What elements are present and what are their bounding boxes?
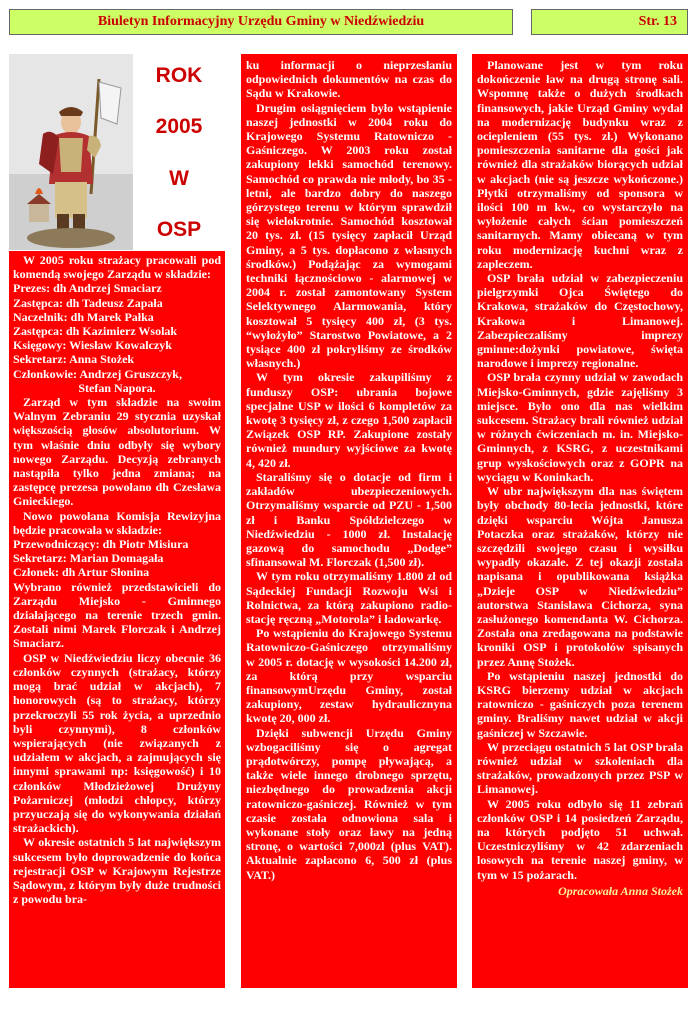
- paragraph: W 2005 roku odbyło się 11 zebrań członków OSP i 14 posiedzeń Zarządu, na których podjęto 51 uchwał. Uczestniczyliśmy w 42 zdarzeniach losowych na terenie naszej gminy, w tym w 15 pożarach.: [477, 796, 683, 882]
- paragraph: Wybrano również przedstawicieli do Zarządu Miejsko - Gminnego działającego na terenie trzech gmin. Zostali nimi Marek Florczak i Andrzej Smaciarz.: [13, 579, 221, 651]
- paragraph: Zastępca: dh Tadeusz Zapała: [13, 295, 163, 310]
- paragraph: Po wstąpieniu naszej jednostki do KSRG bierzemy udział w akcjach ratowniczo - gaśniczych poza terenem gminy. Braliśmy nawet udział w akcji gaśniczej w Szczawie.: [477, 668, 683, 740]
- paragraph: Sekretarz: Marian Domagała: [13, 551, 164, 566]
- bulletin-title: Biuletyn Informacyjny Urzędu Gminy w Niedźwiedziu: [9, 9, 513, 35]
- paragraph: Po wstąpieniu do Krajowego Systemu Ratowniczo-Gaśniczego otrzymaliśmy w 2005 r. dotację w wysokości 14.200 zł, za którą przy wsparciu finansowymUrzędu Gminy, został zakupiony, zestaw hydraulicznyna kwotę 20, 000 zł.: [246, 626, 452, 726]
- paragraph: Nowo powołana Komisja Rewizyjna będzie pracowała w składzie:: [13, 508, 221, 537]
- headline-line-4: OSP: [156, 218, 202, 241]
- paragraph: Księgowy: Wiesław Kowalczyk: [13, 338, 172, 353]
- paragraph: W tym roku otrzymaliśmy 1.800 zł od Sądeckiej Fundacji Rozwoju Wsi i Rolnictwa, za którą zakupiono radio-stację ręczną „Motorola” i ładowarkę.: [246, 569, 452, 626]
- saint-florian-statue-photo: [9, 54, 133, 250]
- paragraph: Planowane jest w tym roku dokończenie ław na drugą stronę sali. Wspomnę także o dużych środkach finansowych, jakie Urząd Gminy wydał na modernizację budynku wraz z ociepleniem (55 tys. zł.) Wykonano pomieszczenia sanitarne dla gości jak również dla strażaków biorących udział w akcjach (nie są jeszcze wykończone.) Płytki otrzymaliśmy od sponsora w ilości 100 m kw., co wystarczyło na wyłożenie całych ścian pomieszczeń sanitarnych. Mamy obiecaną w tym roku modernizację kuchni wraz z zapleczem.: [477, 58, 683, 271]
- paragraph: ku informacji o nieprzesłaniu odpowiednich dokumentów na czas do Sądu w Krakowie.: [246, 58, 452, 101]
- paragraph: W okresie ostatnich 5 lat największym sukcesem było doprowadzenie do końca rejestracji OSP w Krajowym Rejestrze Sądowym, z którym były duże trudności z powodu bra-: [13, 835, 221, 907]
- paragraph: W ubr największym dla nas świętem były obchody 80-lecia jednostki, które dzięki wsparciu Wójta Janusza Potaczka oraz strażaków, którzy nie szczędzili swojego czasu i wysiłku wypadły okazale. Z tej okazji została napisana i opublikowana książka „Dzieje OSP w Niedźwiedziu” autorstwa Stanisława Cichorza, syna zasłużonego komendanta W. Cichorza. Została ona zredagowana na podstawie kroniki OSP i protokołów spisanych przez Annę Stożek.: [477, 484, 683, 669]
- headline-line-1: ROK: [155, 64, 203, 87]
- paragraph: OSP w Niedźwiedziu liczy obecnie 36 członków czynnych (strażacy, którzy mogą brać udział w akcjach), 7 honorowych (są to strażacy, którzy przekroczyli 55 rok życia, a uprzednio byli czynnymi), 8 członków wspierających (nie związanych z udziałem w akcjach, a zajmujących się innymi sprawami np: księgowość) i 10 członków Młodzieżowej Drużyny Pożarniczej (młodzi chłopcy, którzy przyuczają się do wykonywania działań strażackich).: [13, 650, 221, 836]
- page-number: Str. 13: [531, 9, 688, 35]
- paragraph: Drugim osiągnięciem było wstąpienie naszej jednostki w 2004 roku do Krajowego Systemu Ratowniczo - Gaśniczego. W 2003 roku został zakupiony lekki samochód terenowy. Samochód co prawda nie młody, bo 35 -letni, ale bardzo dobry do naszego górzystego terenu w którym sprawdził się wielokrotnie. Samochód kosztował 20 tys. zł. (15 tysięcy zapłacił Urząd Gminy, a 5 tys. dopłacono z własnych środków.) Podążając za wymogami techniki łącznościowo - alarmowej w 2004 r. został zamontowany System Selektywnego Alarmowania, który kosztował 5 tysięcy 400 zł, (3 tys. “wyłożyło” Starostwo Powiatowe, a 2 tysiące 400 zł pokryliśmy ze środków własnych.): [246, 100, 452, 371]
- saint-florian-statue-icon: [9, 54, 133, 250]
- paragraph: Członek: dh Artur Słonina: [13, 565, 150, 580]
- paragraph: Staraliśmy się o dotacje od firm i zakładów ubezpieczeniowych. Otrzymaliśmy wsparcie od PZU - 1,500 zł i Banku Spółdzielczego w Niedźwiedziu - 1000 zł. Instalację gazową do samochodu „Dodge” sfinansował M. Florczak (1,500 zł).: [246, 469, 452, 570]
- paragraph: W tym okresie zakupiliśmy z funduszy OSP: ubrania bojowe specjalne USP w ilości 6 kompletów za kwotę 3 tysięcy zł, z czego 1,500 zapłacił Związek OSP RP. Zakupione zostały również mundury wyjściowe za kwotę 4, 420 zł.: [246, 370, 452, 470]
- headline-line-3: W: [169, 167, 189, 190]
- headline-line-2: 2005: [155, 115, 203, 138]
- paragraph: Sekretarz: Anna Stożek: [13, 352, 135, 367]
- paragraph: Dzięki subwencji Urzędu Gminy wzbogaciliśmy się o agregat prądotwórczy, pompę pływającą, a także wiele innego drobnego sprzętu, niezbędnego do prowadzenia akcji ratowniczo-gaśniczej. Również w tym czasie została odnowiona sala i wykonane stoły oraz ławy na jedną stronę, o wartości 7,000zł (plus VAT). Aktualnie zapłacono 6, 500 zł (plus VAT.): [246, 725, 452, 882]
- author-signature: Opracowała Anna Stożek: [558, 883, 683, 898]
- paragraph: OSP brała czynny udział w zawodach Miejsko-Gminnych, gdzie zajęliśmy 3 miejsce. Było ono dla nas wielkim sukcesem. Strażacy brali również udział w różnych ćwiczeniach m. in. Miejsko-Gminnych, z KSRG, z uczestnikami grup wyskościowych oraz z GOPR na wyciągu w Koninkach.: [477, 370, 683, 484]
- paragraph: W 2005 roku strażacy pracowali pod komendą swojego Zarządu w składzie:: [13, 253, 221, 282]
- article-column-2: [241, 54, 457, 988]
- paragraph: Prezes: dh Andrzej Smaciarz: [13, 281, 162, 296]
- article-column-3: [472, 54, 688, 988]
- paragraph: Naczelnik: dh Marek Pałka: [13, 309, 154, 324]
- paragraph: Stefan Napora.: [78, 380, 156, 395]
- paragraph: Zarząd w tym składzie na swoim Walnym Zebraniu 29 stycznia uzyskał większością głosów absolutorium. W tym właśnie dniu odbyły się wybory nowego Zarządu. Decyzją zebranych nastąpiła tylko jedna zmiana; na zastępcę prezesa powołano dh Czesława Gnieckiego.: [13, 395, 221, 509]
- headline: [133, 54, 225, 250]
- paragraph: OSP brała udział w zabezpieczeniu pielgrzymki Ojca Świętego do Krakowa, strażaków do Częstochowy, Krakowa i Limanowej. Zabezpieczaliśmy imprezy gminne:dożynki powiatowe, święta narodowe i imprezy regionalne.: [477, 271, 683, 371]
- paragraph: Zastępca: dh Kazimierz Wsolak: [13, 324, 178, 339]
- paragraph: Członkowie: Andrzej Gruszczyk,: [13, 366, 182, 381]
- paragraph: W przeciągu ostatnich 5 lat OSP brała również udział w szkoleniach dla strażaków, prowadzonych przez PSP w Limanowej.: [477, 739, 683, 797]
- article-column-1: [9, 251, 225, 988]
- paragraph: Przewodniczący: dh Piotr Misiura: [13, 537, 189, 552]
